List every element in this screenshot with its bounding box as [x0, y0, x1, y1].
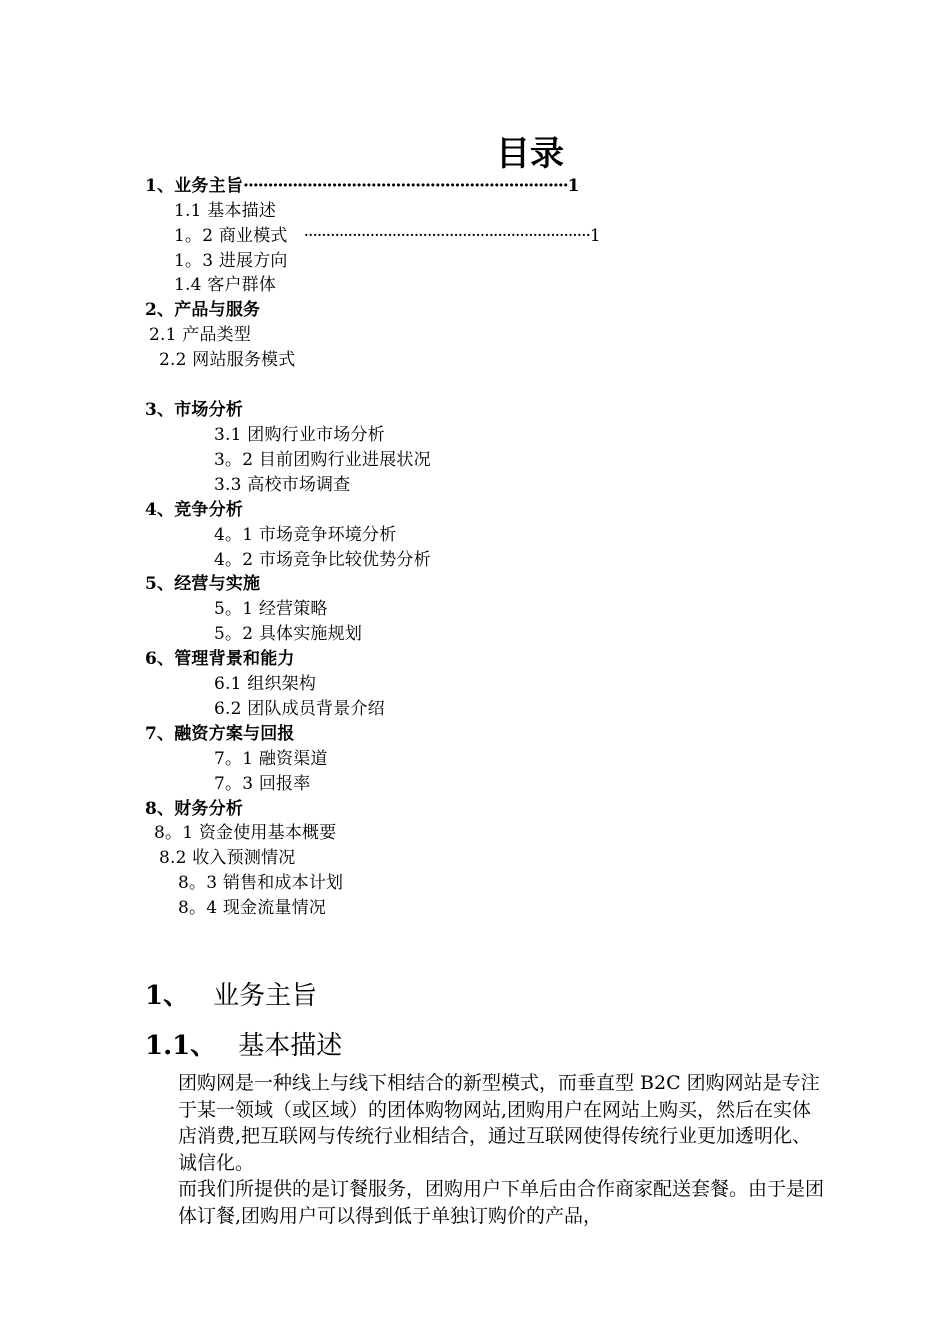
toc-entry-text: 8。1 资金使用基本概要	[154, 823, 337, 843]
toc-leader-dots: ·································································	[303, 226, 590, 246]
toc-entry	[214, 448, 431, 472]
toc-entry	[214, 697, 385, 721]
toc-entry	[145, 174, 580, 198]
toc-title: 目录	[496, 134, 564, 174]
toc-entry	[214, 473, 350, 497]
toc-entry-text: 4。2 市场竞争比较优势分析	[214, 550, 431, 570]
toc-entry-text: 5。1 经营策略	[214, 599, 328, 619]
toc-entry-text: 8.2 收入预测情况	[159, 848, 296, 868]
body-text	[178, 1070, 828, 1229]
toc-entry-text: 1.4 客户群体	[174, 275, 277, 295]
section-number: 1、	[145, 981, 190, 1011]
toc-entry	[174, 224, 601, 248]
toc-entry-text: 2.2 网站服务模式	[159, 350, 296, 370]
toc-entry	[145, 722, 295, 746]
toc-entry	[149, 323, 251, 347]
toc-entry-text: 3.3 高校市场调查	[214, 475, 351, 495]
toc-entry	[145, 498, 243, 522]
toc-entry	[174, 273, 276, 297]
toc-entry-text: 3、市场分析	[145, 400, 244, 420]
toc-entry-text: 6、管理背景和能力	[145, 649, 295, 669]
toc-entry-text: 7。3 回报率	[214, 774, 311, 794]
toc-entry-text: 1.1 基本描述	[174, 201, 277, 221]
section-title: 基本描述	[238, 1031, 343, 1061]
toc-entry-text: 7、融资方案与回报	[145, 724, 295, 744]
toc-entry	[214, 597, 328, 621]
toc-entry-text: 1、业务主旨	[145, 176, 244, 196]
toc-entry-text: 5。2 具体实施规划	[214, 624, 363, 644]
body-paragraph: 而我们所提供的是订餐服务，团购用户下单后由合作商家配送套餐。由于是团体订餐,团购用户可以得到低于单独订购价的产品，	[178, 1178, 825, 1227]
toc-entry-text: 1。3 进展方向	[174, 251, 288, 271]
toc-leader-dots: ··································································	[243, 176, 568, 196]
toc-entry	[145, 572, 260, 596]
toc-entry	[214, 747, 328, 771]
toc-entry-text: 8。4 现金流量情况	[178, 898, 327, 918]
toc-entry-text: 7。1 融资渠道	[214, 749, 328, 769]
toc-entry	[159, 348, 295, 372]
toc-entry	[145, 797, 243, 821]
section-title: 业务主旨	[213, 981, 318, 1011]
toc-entry	[214, 672, 316, 696]
toc-entry-text: 3。2 目前团购行业进展状况	[214, 450, 431, 470]
toc-entry-text: 5、经营与实施	[145, 574, 261, 594]
toc-entry-text: 6.1 组织架构	[214, 674, 317, 694]
section-heading-1-1	[145, 1026, 342, 1066]
toc-entry-text: 2.1 产品类型	[149, 325, 252, 345]
toc-entry-text: 6.2 团队成员背景介绍	[214, 699, 385, 719]
toc-page-number: 1	[567, 176, 580, 196]
section-number: 1.1、	[145, 1031, 217, 1061]
body-paragraph: 团购网是一种线上与线下相结合的新型模式，而垂直型 B2C 团购网站是专注于某一领域（或区域）的团体购物网站,团购用户在网站上购买，然后在实体店消费,把互联网与传统行业相结合，通过互联网使得传统行业更加透明化、诚信化。	[178, 1072, 820, 1174]
toc-entry	[214, 772, 310, 796]
toc-entry	[154, 821, 336, 845]
toc-entry	[174, 199, 276, 223]
toc-entry	[214, 423, 385, 447]
toc-entry	[145, 647, 295, 671]
toc-entry	[145, 298, 260, 322]
toc-entry	[174, 249, 288, 273]
toc-entry-text: 4。1 市场竞争环境分析	[214, 525, 397, 545]
toc-entry-text: 4、竞争分析	[145, 500, 244, 520]
toc-entry-text: 8。3 销售和成本计划	[178, 873, 344, 893]
toc-entry	[178, 871, 343, 895]
section-heading-1	[145, 976, 317, 1016]
toc-entry	[214, 622, 362, 646]
toc-entry	[214, 548, 431, 572]
toc-entry	[178, 896, 326, 920]
toc-entry-text: 3.1 团购行业市场分析	[214, 425, 385, 445]
toc-page-number: 1	[589, 226, 601, 246]
toc-entry-text: 2、产品与服务	[145, 300, 261, 320]
toc-entry	[214, 523, 396, 547]
toc-entry	[159, 846, 295, 870]
toc-entry-text: 8、财务分析	[145, 799, 244, 819]
toc-entry	[145, 398, 243, 422]
toc-entry-text: 1。2 商业模式	[174, 226, 288, 246]
